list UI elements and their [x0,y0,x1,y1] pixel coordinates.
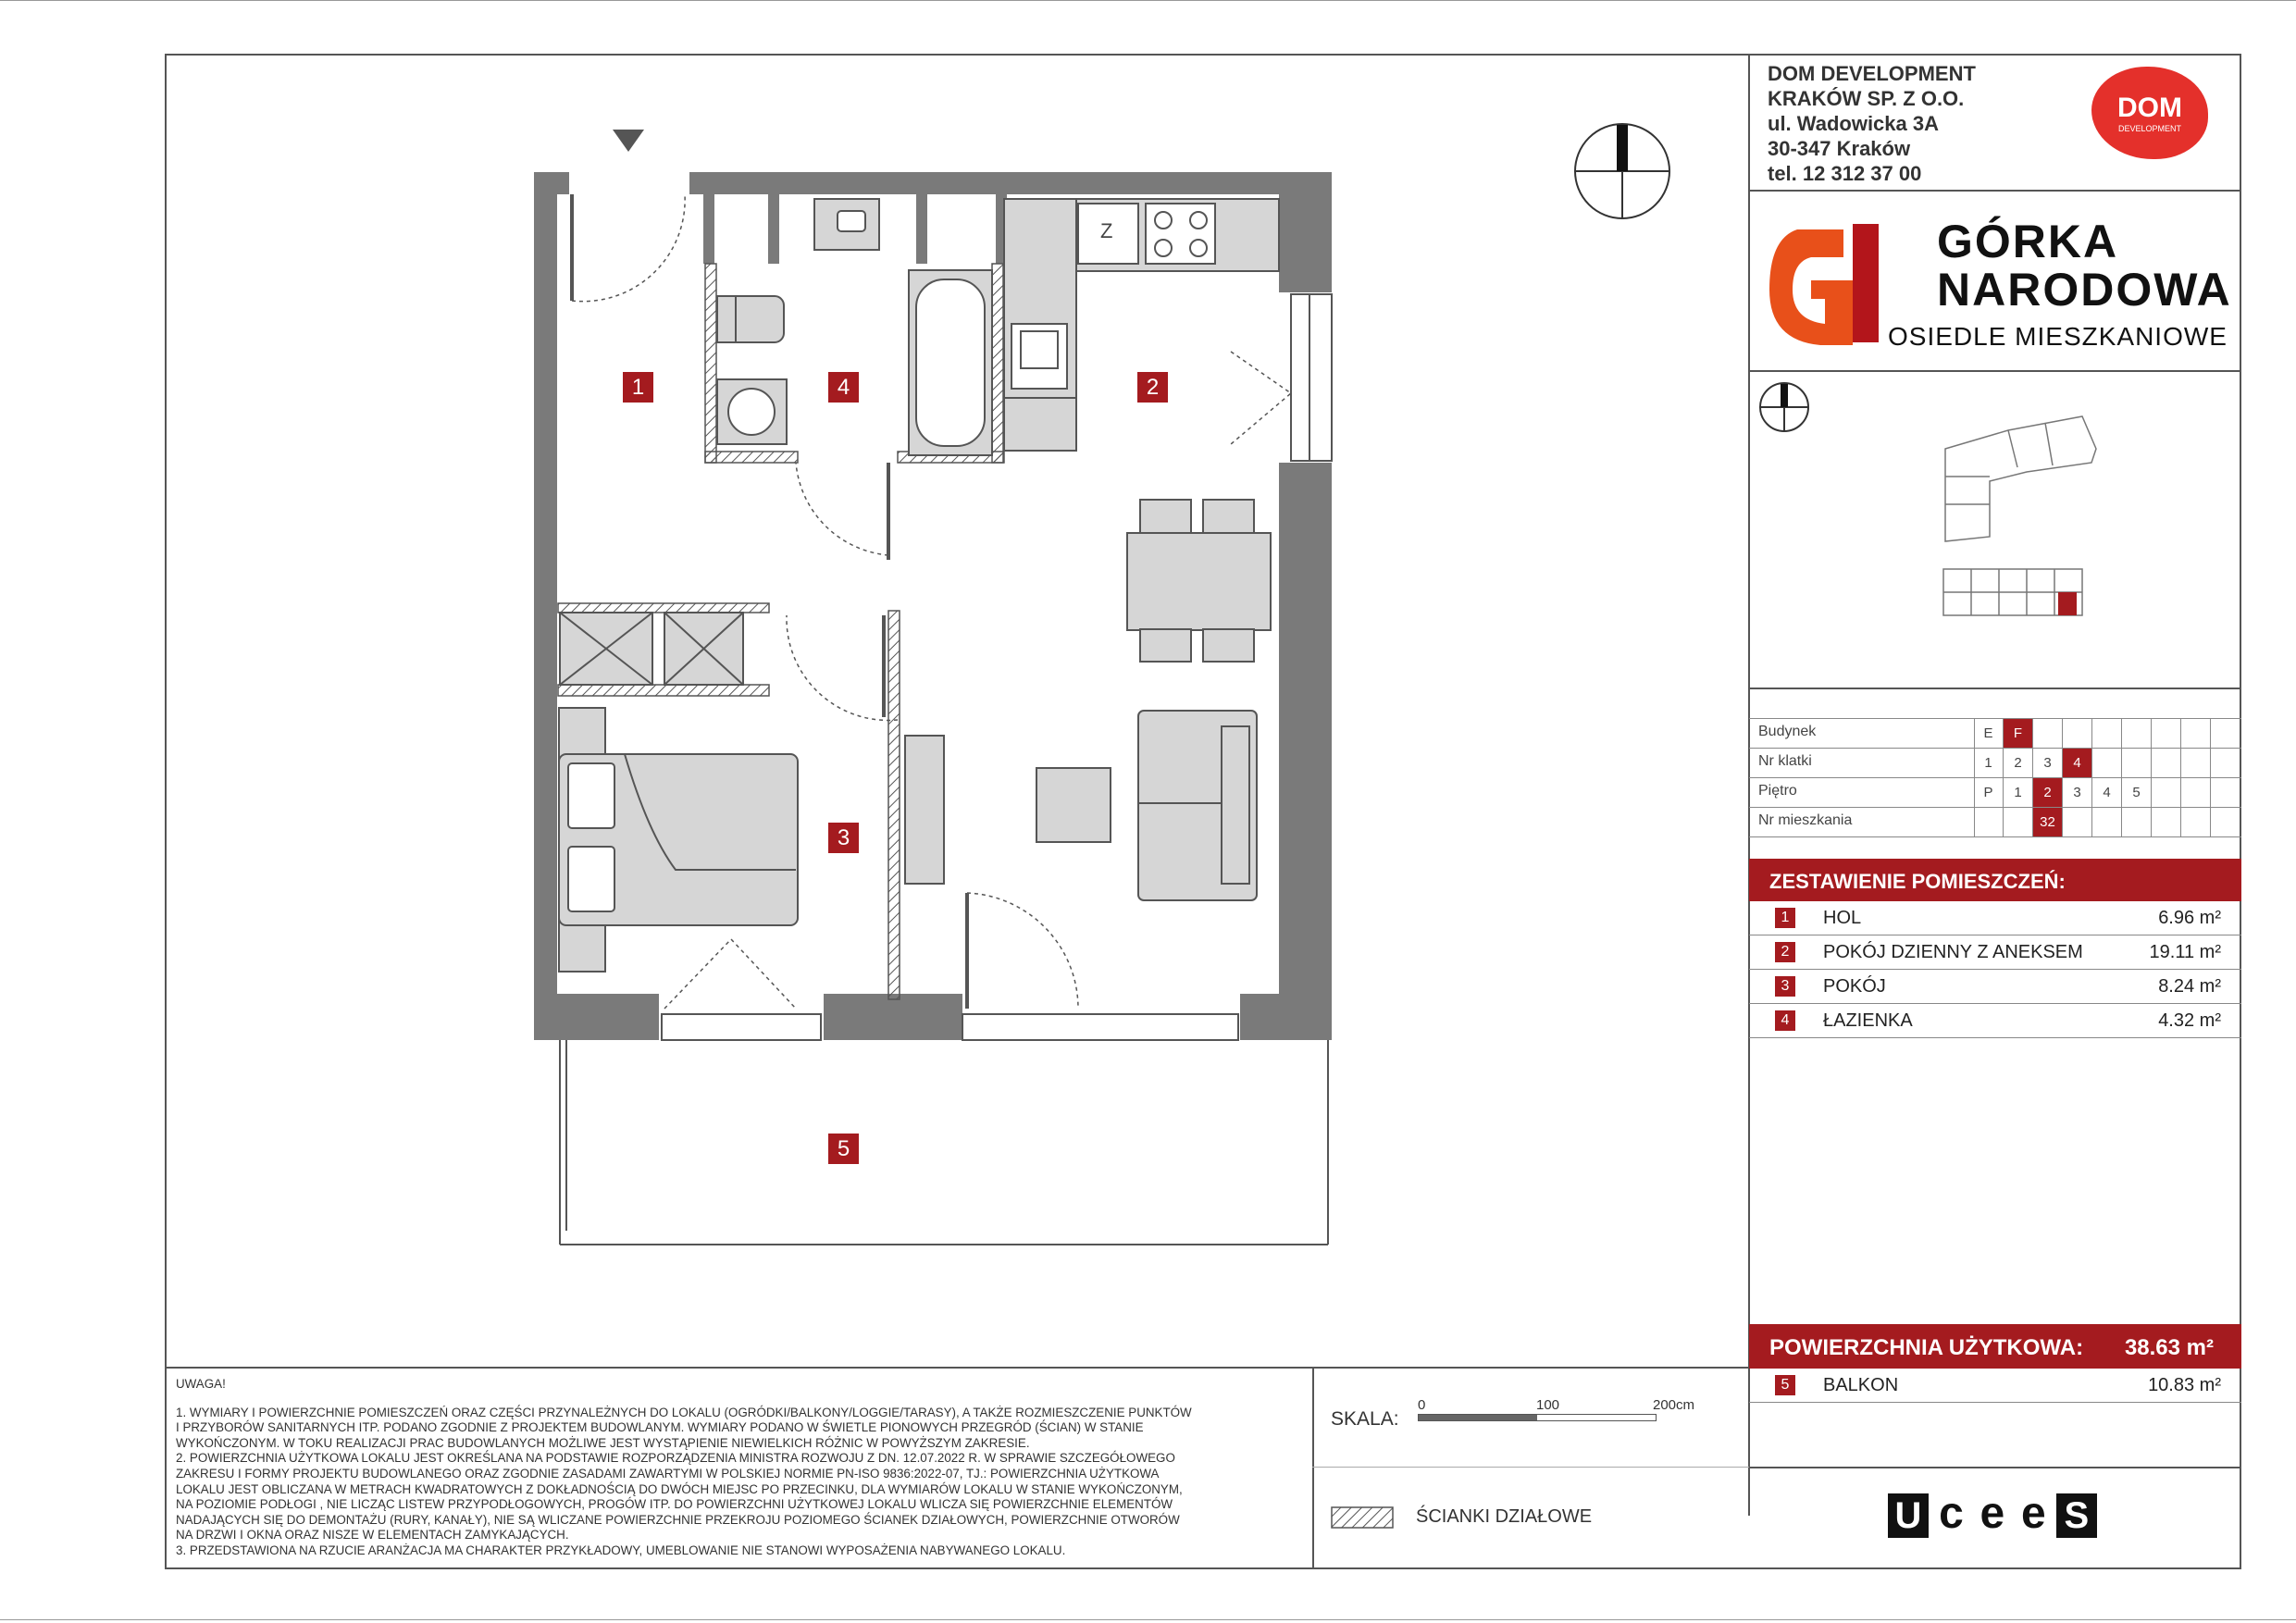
legend-label: ŚCIANKI DZIAŁOWE [1416,1506,1593,1527]
row-divider [1749,1402,2241,1403]
grid-line [2151,718,2152,836]
scale-tick-200: 200cm [1653,1397,1695,1413]
company-line: KRAKÓW SP. Z O.O. [1768,87,1965,110]
usable-area-label: POWIERZCHNIA UŻYTKOWA: [1769,1335,2084,1360]
panel-divider-4 [1749,1467,2241,1468]
entrance-marker [613,130,644,152]
scale-bar [1418,1414,1657,1421]
room-number: 2 [1775,942,1795,962]
room-area: 6.96 m² [2158,908,2221,928]
notes-line: ZAKRESU I FORMY PROJEKTU BUDOWLANEGO ORAZ ZGODNIE ZASADAMI ZAWARTYMI W POLSKIEJ NORMIE PN-ISO 9836:2022-07, TJ.: POWIERZCHNIA UŻYTKOWA [176,1466,1160,1481]
grid-cell: P [1983,785,1993,800]
company-address [1768,61,1976,186]
notes-line: NA DRZWI I OKNA ORAZ NISZE W ELEMENTACH ZAMYKAJĄCYCH. [176,1528,569,1542]
room-number: 4 [1775,1010,1795,1031]
rooms-summary-header [1749,859,2241,901]
balcony [560,1040,1328,1245]
grid-line [2062,718,2063,836]
scale-divider [1312,1367,1314,1569]
grid-cell: 1 [2014,785,2022,800]
plan-label-room-1: 1 [623,372,653,403]
grid-line [1749,836,2241,837]
dining-set [1127,500,1271,662]
balcony-name: BALKON [1823,1375,1899,1395]
grid-line [2121,718,2122,836]
grid-cell: 5 [2132,785,2141,800]
balcony-area: 10.83 m² [2148,1375,2221,1395]
usable-area-bar [1749,1324,2241,1369]
grid-cell: 1 [1984,755,1992,771]
building-key-plan [1934,393,2101,643]
panel-divider-3 [1749,688,2241,689]
grid-line [2091,718,2092,836]
grid-cell: 3 [2043,755,2052,771]
floor-plan [518,120,1351,1258]
notes-line: LOKALU JEST OBLICZANA W METRACH KWADRATOWYCH Z DOKŁADNOŚCIĄ DO DWÓCH MIEJSC PO PRZECINKU, DLA WYMIARÓW LOKALU W STANIE WYKOŃCZONYM, [176,1481,1183,1496]
plan-label-room-3: 3 [828,823,859,853]
room-row [1749,970,2241,1003]
right-panel-divider [1748,54,1750,1516]
room-name: POKÓJ [1823,976,1886,997]
ucees-letter: U [1888,1493,1929,1538]
notes-line: 3. PRZEDSTAWIONA NA RZUCIE ARANŻACJA MA CHARAKTER PRZYKŁADOWY, UMEBLOWANIE NIE STANOWI WYPOSAŻENIA NABYWANEGO LOKALU. [176,1542,1066,1557]
room-row [1749,901,2241,935]
grid-cell-selected: 32 [2033,808,2062,836]
ucees-letter: e [1980,1489,2005,1538]
room-number: 1 [1775,908,1795,928]
notes-line: NA POZIOMIE PODŁOGI , NIE LICZĄC LISTEW PRZYPODŁOGOWYCH, PROGÓW ITP. DO POWIERZCHNI UŻYTKOWEJ LOKALU WLICZA SIĘ POWIERZCHNIE ELEMENTÓW [176,1497,1173,1512]
notes-line: 1. WYMIARY I POWIERZCHNIE POMIESZCZEŃ ORAZ CZĘŚCI PRZYNALEŻNYCH DO LOKALU (OGRÓDKI/BALKONY/LOGGIE/TARASY), A TAKŻE ROZMIESZCZENIE PUNKTÓW [176,1405,1192,1419]
scale-tick-100: 100 [1536,1397,1560,1413]
room-row [1749,935,2241,969]
plan-label-room-2: 2 [1137,372,1168,403]
ucees-logo [1888,1489,2097,1540]
notes-title: UWAGA! [176,1377,226,1391]
grid-cell: E [1983,725,1993,741]
ucees-letter: S [2056,1493,2097,1538]
row-divider [1749,1037,2241,1038]
plan-label-room-5: 5 [828,1134,859,1164]
project-name-line-2: NARODOWA [1937,264,2232,316]
fridge-label: Z [1100,219,1113,242]
panel-divider-2 [1749,370,2241,372]
grid-cell-selected: 4 [2063,749,2091,777]
balcony-number: 5 [1775,1375,1795,1395]
project-subtitle: OSIEDLE MIESZKANIOWE [1888,322,2228,351]
room-area: 19.11 m² [2149,942,2221,962]
notes-line: I PRZYBORÓW SANITARNYCH ITP. PODANO ZGODNIE Z PROJEKTEM BUDOWLANYM. WYMIARY PODANO W ŚWIETLE PIONOWYCH PRZEGRÓD (ŚCIAN) W STANIE [176,1420,1144,1435]
bathroom-fixtures [717,199,992,455]
notes-line: NADAJĄCYCH SIĘ DO DEMONTAŻU (RURY, KANAŁY), NIE SĄ WLICZANE POWIERZCHNIE PRZEKROJU POZIOMEGO ŚCIANEK DZIAŁOWYCH, POWIERZCHNIE OTWORÓW [176,1512,1180,1527]
notes-line: WYKOŃCZONYM. W TOKU REALIZACJI PRAC BUDOWLANYCH MOŻLIWE JEST WYSTĄPIENIE NIEWIELKICH RÓŻNIC W POWYŻSZYM ZAKRESIE. [176,1435,1030,1450]
scale-legend-divider [1312,1467,1749,1468]
notes-block [176,1377,1286,1559]
kitchen-units [1004,199,1279,451]
scale-bar-filled [1419,1415,1537,1420]
ucees-letter: c [1939,1489,1964,1538]
company-line: tel. 12 312 37 00 [1768,162,1922,185]
panel-divider-1 [1749,190,2241,192]
dom-logo-text: DOM [2117,93,2182,123]
grid-cell-selected: 2 [2033,778,2062,807]
balcony-row [1749,1369,2241,1402]
grid-cell-selected: F [2004,719,2032,748]
grid-line [2210,718,2211,836]
ucees-letter: e [2021,1489,2046,1538]
scale-tick-0: 0 [1418,1397,1426,1413]
room-name: POKÓJ DZIENNY Z ANEKSEM [1823,942,2083,962]
company-line: ul. Wadowicka 3A [1768,112,1940,135]
room-row [1749,1004,2241,1037]
project-name-line-1: GÓRKA [1937,216,2119,267]
partition-wall-legend-icon [1331,1506,1394,1529]
room-area: 4.32 m² [2158,1010,2221,1031]
grid-label-klatka: Nr klatki [1758,753,1812,769]
usable-area-value: 38.63 m² [2124,1335,2214,1360]
grid-label-pietro: Piętro [1758,783,1797,799]
grid-cell: 4 [2103,785,2111,800]
notes-divider [165,1367,1749,1369]
room-name: HOL [1823,908,1862,928]
bottom-page-rule [0,1619,2296,1620]
room-area: 8.24 m² [2158,976,2221,997]
sofa [1036,711,1257,900]
room-number: 3 [1775,976,1795,997]
compass-icon [1571,120,1673,222]
gorka-narodowa-logo-icon [1769,220,1880,350]
scale-label: SKALA: [1331,1408,1399,1430]
company-line: DOM DEVELOPMENT [1768,62,1976,85]
small-compass-icon [1758,381,1810,433]
grid-cell: 3 [2073,785,2081,800]
grid-label-mieszkanie: Nr mieszkania [1758,812,1853,828]
grid-line [2180,718,2181,836]
rooms-summary-title: ZESTAWIENIE POMIESZCZEŃ: [1769,870,2066,893]
grid-label-budynek: Budynek [1758,724,1817,739]
grid-cell: 2 [2014,755,2022,771]
grid-line [1749,807,2241,808]
dom-logo-subtext: DEVELOPMENT [2117,124,2181,133]
top-page-rule [0,0,2296,1]
plan-label-room-4: 4 [828,372,859,403]
notes-line: 2. POWIERZCHNIA UŻYTKOWA LOKALU JEST OKREŚLANA NA PODSTAWIE ROZPORZĄDZENIA MINISTRA ROZWOJU Z DN. 12.07.2022 R. W SPRAWIE SZCZEGÓŁOWEGO [176,1451,1175,1466]
company-line: 30-347 Kraków [1768,137,1911,160]
bed [559,708,798,972]
room-name: ŁAZIENKA [1823,1010,1913,1031]
